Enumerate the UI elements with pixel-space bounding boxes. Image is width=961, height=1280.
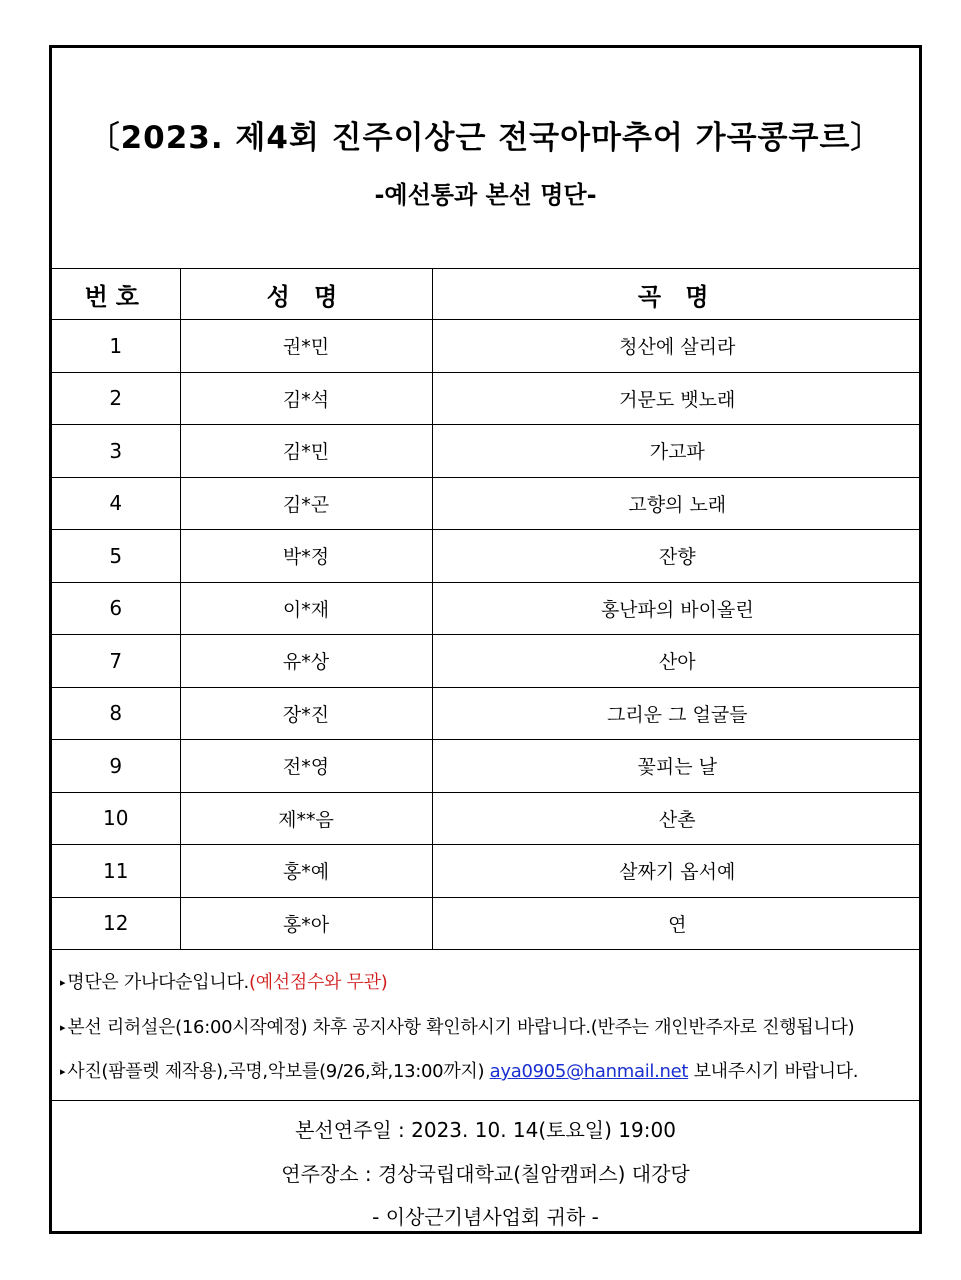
cell-song: 산아 — [432, 635, 922, 688]
note-order-text: 명단은 가나다순입니다. — [67, 972, 249, 993]
cell-name: 전*영 — [180, 740, 432, 793]
cell-number: 5 — [52, 530, 180, 583]
cell-name: 권*민 — [180, 320, 432, 373]
cell-song: 거문도 뱃노래 — [432, 372, 922, 425]
cell-name: 박*정 — [180, 530, 432, 583]
cell-name: 홍*예 — [180, 845, 432, 898]
table-row — [52, 687, 922, 740]
note-order — [60, 968, 387, 994]
cell-number: 1 — [52, 320, 180, 373]
email-link[interactable]: aya0905@hanmail.net — [489, 1061, 689, 1082]
cell-song: 그리운 그 얼굴들 — [432, 687, 922, 740]
table-row — [52, 740, 922, 793]
triangle-bullet-icon: ▸ — [60, 1065, 66, 1078]
cell-name: 김*민 — [180, 425, 432, 478]
note-rehearsal — [60, 1013, 854, 1039]
cell-number: 11 — [52, 845, 180, 898]
cell-song: 꽃피는 날 — [432, 740, 922, 793]
cell-number: 9 — [52, 740, 180, 793]
cell-song: 산촌 — [432, 792, 922, 845]
note-submission-tail: 보내주시기 바랍니다. — [688, 1061, 859, 1082]
document-frame — [49, 45, 922, 1234]
finalist-table — [52, 268, 922, 950]
cell-number: 2 — [52, 372, 180, 425]
table-row — [52, 792, 922, 845]
column-header-name: 성 명 — [180, 269, 432, 320]
table-row — [52, 477, 922, 530]
cell-song: 고향의 노래 — [432, 477, 922, 530]
document-title: 〔2023. 제4회 진주이상근 전국아마추어 가곡콩쿠르〕 — [88, 120, 883, 156]
cell-name: 김*곤 — [180, 477, 432, 530]
cell-song: 연 — [432, 897, 922, 950]
concert-venue: 연주장소 : 경상국립대학교(칠암캠퍼스) 대강당 — [281, 1162, 690, 1186]
triangle-bullet-icon: ▸ — [60, 1021, 66, 1034]
cell-number: 4 — [52, 477, 180, 530]
cell-name: 유*상 — [180, 635, 432, 688]
cell-song: 가고파 — [432, 425, 922, 478]
table-row — [52, 845, 922, 898]
cell-number: 8 — [52, 687, 180, 740]
notes-section — [52, 951, 922, 1101]
note-rehearsal-text: 본선 리허설은(16:00시작예정) 차후 공지사항 확인하시기 바랍니다.(반주는 개인반주자로 진행됩니다) — [67, 1017, 855, 1038]
table-row — [52, 320, 922, 373]
cell-number: 10 — [52, 792, 180, 845]
cell-name: 홍*아 — [180, 897, 432, 950]
note-submission — [60, 1057, 858, 1083]
cell-song: 잔향 — [432, 530, 922, 583]
table-row — [52, 582, 922, 635]
host-organization: - 이상근기념사업회 귀하 - — [372, 1205, 599, 1229]
cell-name: 이*재 — [180, 582, 432, 635]
cell-name: 제**음 — [180, 792, 432, 845]
column-header-song: 곡 명 — [432, 269, 922, 320]
cell-name: 장*진 — [180, 687, 432, 740]
table-row — [52, 897, 922, 950]
note-submission-text: 사진(팜플렛 제작용),곡명,악보를(9/26,화,13:00까지) — [67, 1061, 490, 1082]
table-row — [52, 425, 922, 478]
triangle-bullet-icon: ▸ — [60, 976, 66, 989]
document-subtitle: -예선통과 본선 명단- — [374, 181, 597, 209]
table-row — [52, 530, 922, 583]
cell-song: 홍난파의 바이올린 — [432, 582, 922, 635]
cell-number: 12 — [52, 897, 180, 950]
column-header-number: 번호 — [52, 269, 180, 320]
cell-number: 6 — [52, 582, 180, 635]
concert-date: 본선연주일 : 2023. 10. 14(토요일) 19:00 — [295, 1118, 676, 1142]
table-header-row — [52, 269, 922, 320]
note-order-highlight: (예선점수와 무관) — [248, 972, 388, 993]
cell-song: 살짜기 옵서예 — [432, 845, 922, 898]
cell-number: 7 — [52, 635, 180, 688]
cell-number: 3 — [52, 425, 180, 478]
table-row — [52, 635, 922, 688]
cell-name: 김*석 — [180, 372, 432, 425]
table-row — [52, 372, 922, 425]
cell-song: 청산에 살리라 — [432, 320, 922, 373]
